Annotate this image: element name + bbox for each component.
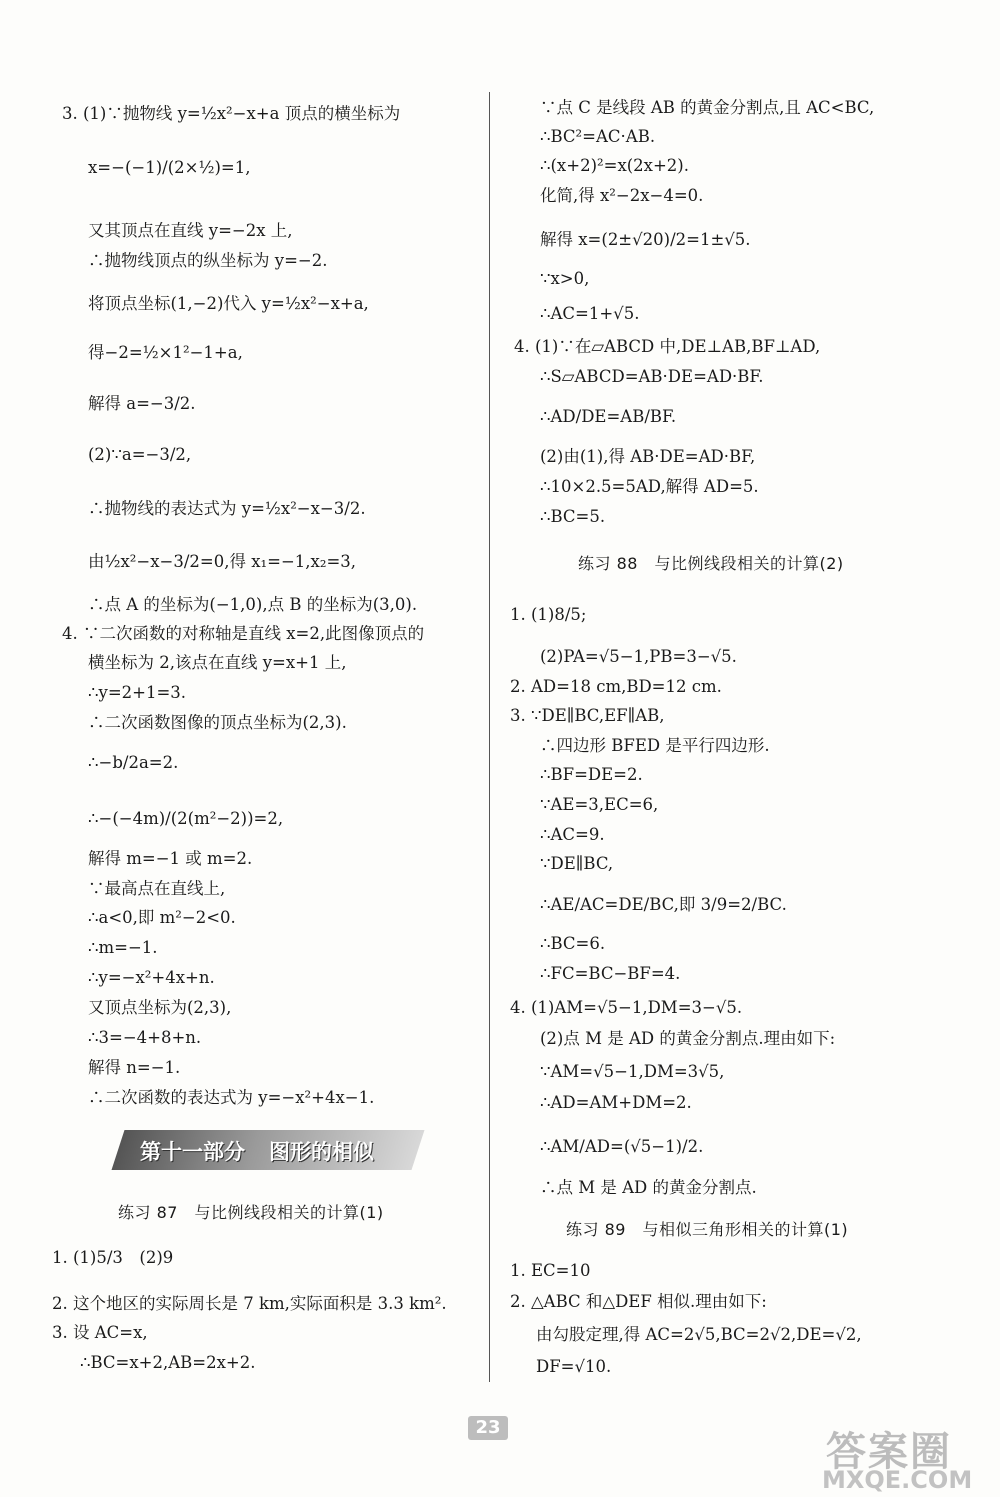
text-line: ∴BC²=AC·AB. <box>540 127 656 146</box>
text-line: ∴四边形 BFED 是平行四边形. <box>540 736 770 755</box>
section-88-title: 练习 88 与比例线段相关的计算(2) <box>578 554 844 573</box>
text-line: 2. △ABC 和△DEF 相似.理由如下: <box>510 1292 767 1311</box>
part-number: 第十一部分 <box>140 1140 245 1164</box>
text-line: (2)PA=√5−1,PB=3−√5. <box>540 647 737 666</box>
text-line: 解得 m=−1 或 m=2. <box>88 849 253 868</box>
text-line: 将顶点坐标(1,−2)代入 y=½x²−x+a, <box>88 294 369 313</box>
text-line: ∴−(−4m)/(2(m²−2))=2, <box>88 809 284 828</box>
text-line: ∴3=−4+8+n. <box>88 1028 202 1047</box>
text-line: 4. (1)AM=√5−1,DM=3−√5. <box>510 998 743 1017</box>
text-line: (2)∵a=−3/2, <box>88 445 192 464</box>
text-line: 3. 设 AC=x, <box>52 1323 148 1342</box>
text-line: ∴AE/AC=DE/BC,即 3/9=2/BC. <box>540 895 787 914</box>
section-89-title: 练习 89 与相似三角形相关的计算(1) <box>566 1220 849 1239</box>
text-line: 由勾股定理,得 AC=2√5,BC=2√2,DE=√2, <box>536 1325 862 1344</box>
text-line: 4. (1)∵在▱ABCD 中,DE⊥AB,BF⊥AD, <box>514 337 821 356</box>
text-line: ∴AD/DE=AB/BF. <box>540 407 677 426</box>
text-line: ∴S▱ABCD=AB·DE=AD·BF. <box>540 367 764 386</box>
text-line: x=−(−1)/(2×½)=1, <box>88 158 251 177</box>
text-line: ∴y=−x²+4x+n. <box>88 968 215 987</box>
column-divider <box>489 92 490 1382</box>
text-line: 2. AD=18 cm,BD=12 cm. <box>510 677 722 696</box>
text-line: 解得 a=−3/2. <box>88 394 196 413</box>
part-title: 图形的相似 <box>269 1140 374 1164</box>
text-line: ∵DE∥BC, <box>540 854 614 873</box>
watermark-cn: 答案圈 <box>826 1429 952 1475</box>
text-line: ∴a<0,即 m²−2<0. <box>88 908 236 927</box>
text-line: (2)由(1),得 AB·DE=AD·BF, <box>540 447 756 466</box>
text-line: ∴AC=1+√5. <box>540 304 640 323</box>
text-line: 得−2=½×1²−1+a, <box>88 343 243 362</box>
text-line: ∴m=−1. <box>88 938 158 957</box>
text-line: ∵AM=√5−1,DM=3√5, <box>540 1062 725 1081</box>
text-line: ∴抛物线的表达式为 y=½x²−x−3/2. <box>88 499 366 518</box>
text-line: ∴−b/2a=2. <box>88 753 179 772</box>
text-line: ∴AC=9. <box>540 825 605 844</box>
text-line: ∴AM/AD=(√5−1)/2. <box>540 1137 704 1156</box>
text-line: 又顶点坐标为(2,3), <box>88 998 232 1017</box>
watermark-en: MXQE.COM <box>822 1466 973 1494</box>
text-line: ∴(x+2)²=x(2x+2). <box>540 156 689 175</box>
text-line: ∴点 A 的坐标为(−1,0),点 B 的坐标为(3,0). <box>88 595 418 614</box>
text-line: (2)点 M 是 AD 的黄金分割点.理由如下: <box>540 1029 836 1048</box>
text-line: 又其顶点在直线 y=−2x 上, <box>88 221 293 240</box>
text-line: ∵最高点在直线上, <box>88 879 226 898</box>
text-line: ∵x>0, <box>540 269 590 288</box>
text-line: 2. 这个地区的实际周长是 7 km,实际面积是 3.3 km². <box>52 1294 447 1313</box>
text-line: 4. ∵二次函数的对称轴是直线 x=2,此图像顶点的 <box>62 624 425 643</box>
text-line: ∴FC=BC−BF=4. <box>540 964 681 983</box>
text-line: ∴点 M 是 AD 的黄金分割点. <box>540 1178 757 1197</box>
text-line: 横坐标为 2,该点在直线 y=x+1 上, <box>88 653 347 672</box>
text-line: ∴AD=AM+DM=2. <box>540 1093 692 1112</box>
text-line: 3. (1)∵抛物线 y=½x²−x+a 顶点的横坐标为 <box>62 104 401 123</box>
text-line: 解得 n=−1. <box>88 1058 181 1077</box>
text-line: 1. EC=10 <box>510 1261 591 1280</box>
page-number: 23 <box>468 1416 508 1440</box>
text-line: 3. ∵DE∥BC,EF∥AB, <box>510 706 665 725</box>
text-line: 1. (1)8/5; <box>510 605 587 624</box>
text-line: 1. (1)5/3 (2)9 <box>52 1248 174 1267</box>
text-line: 化简,得 x²−2x−4=0. <box>540 186 704 205</box>
text-line: ∴BC=5. <box>540 507 606 526</box>
text-line: ∴BC=6. <box>540 934 606 953</box>
text-line: DF=√10. <box>536 1357 612 1376</box>
text-line: ∵点 C 是线段 AB 的黄金分割点,且 AC<BC, <box>540 98 875 117</box>
text-line: ∴二次函数图像的顶点坐标为(2,3). <box>88 713 347 732</box>
part-heading <box>140 1136 374 1166</box>
text-line: ∴BF=DE=2. <box>540 765 643 784</box>
text-line: ∴二次函数的表达式为 y=−x²+4x−1. <box>88 1088 375 1107</box>
text-line: 解得 x=(2±√20)/2=1±√5. <box>540 230 751 249</box>
text-line: ∴10×2.5=5AD,解得 AD=5. <box>540 477 759 496</box>
section-87-title: 练习 87 与比例线段相关的计算(1) <box>118 1203 384 1222</box>
part-banner <box>118 1122 418 1174</box>
text-line: ∵AE=3,EC=6, <box>540 795 659 814</box>
text-line: ∴BC=x+2,AB=2x+2. <box>80 1353 256 1372</box>
text-line: ∴y=2+1=3. <box>88 683 187 702</box>
text-line: 由½x²−x−3/2=0,得 x₁=−1,x₂=3, <box>88 552 357 571</box>
text-line: ∴抛物线顶点的纵坐标为 y=−2. <box>88 251 328 270</box>
